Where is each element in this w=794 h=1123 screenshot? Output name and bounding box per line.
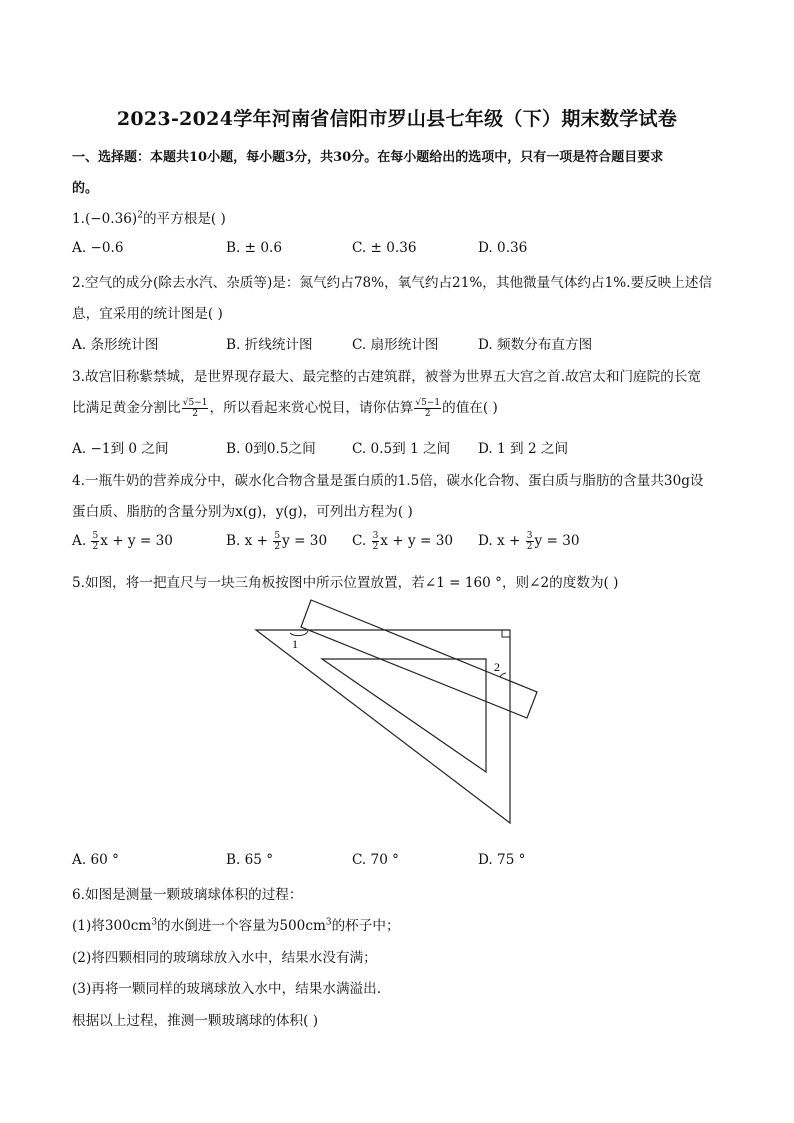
section-heading: 一、选择题：本题共10小题，每小题3分，共30分。在每小题给出的选项中，只有一项是符合题目要求 [72, 150, 664, 165]
question-6-step1 [72, 914, 400, 934]
question-2-line1: 2.空气的成分(除去水汽、杂质等)是：氮气约占78%，氧气约占21%，其他微量气体约占1%.要反映上述信 [72, 275, 713, 291]
q4-option-b[interactable] [226, 531, 327, 552]
q5-option-a[interactable]: A. 60 ° [72, 852, 119, 868]
q4-a-num: 5 [92, 531, 99, 541]
q4-c-den: 2 [372, 542, 379, 552]
q3-option-b[interactable]: B. 0到0.5之间 [226, 441, 316, 457]
q4-b-letter: B. x + [226, 533, 273, 549]
q4-c-letter: C. [352, 533, 371, 549]
question-2-line2: 息，宜采用的统计图是( ) [72, 306, 223, 322]
q1-stem-post: 的平方根是( ) [142, 211, 226, 227]
q4-b-den: 2 [274, 542, 281, 552]
page-title: 2023-2024学年河南省信阳市罗山县七年级（下）期末数学试卷 [116, 108, 678, 130]
q4-d-letter: D. x + [478, 533, 525, 549]
q3-option-d[interactable]: D. 1 到 2 之间 [478, 441, 569, 457]
q4-c-rest: x + y = 30 [380, 533, 454, 549]
q1-stem-pre: 1.(−0.36) [72, 211, 138, 227]
q3-option-c[interactable]: C. 0.5到 1 之间 [352, 441, 451, 457]
question-3-line2 [72, 396, 498, 419]
q2-option-d[interactable]: D. 频数分布直方图 [478, 337, 593, 353]
q2-option-a[interactable]: A. 条形统计图 [72, 337, 159, 353]
q4-option-d[interactable] [478, 531, 580, 552]
q1-option-c[interactable]: C. ± 0.36 [352, 240, 417, 256]
q4-d-fraction [526, 531, 534, 552]
q3-option-a[interactable]: A. −1到 0 之间 [72, 441, 169, 457]
q5-option-c[interactable]: C. 70 ° [352, 852, 399, 868]
question-6-stem: 6.如图是测量一颗玻璃球体积的过程： [72, 887, 303, 903]
q4-b-rest: y = 30 [282, 533, 328, 549]
fraction-numerator: √5−1 [182, 398, 208, 408]
q6-step1-mid: 的水倒进一个容量为500cm [157, 918, 326, 934]
q4-a-den: 2 [92, 542, 99, 552]
q4-c-fraction [372, 531, 380, 552]
right-angle-marker [502, 630, 510, 637]
question-1-stem [72, 207, 226, 227]
q4-a-rest: x + y = 30 [100, 533, 173, 549]
q1-option-d[interactable]: D. 0.36 [478, 240, 528, 256]
q4-option-a[interactable] [72, 531, 173, 552]
golden-ratio-fraction-2 [414, 398, 441, 419]
question-3-line1: 3.故宫旧称紫禁城，是世界现存最大、最完整的古建筑群，被誉为世界五大宫之首.故宫太和门庭院的长宽 [72, 369, 702, 385]
q4-c-num: 3 [372, 531, 379, 541]
q6-step1-sup2: 3 [325, 917, 332, 928]
fraction-denominator-2: 2 [424, 409, 431, 419]
angle-1-label: 1 [292, 637, 298, 651]
fraction-denominator: 2 [192, 409, 198, 419]
q6-step1-pre: (1)将300cm [72, 918, 152, 934]
angle-2-arc [500, 673, 506, 677]
section-heading-cont: 的。 [72, 181, 99, 196]
question-6-step3: (3)再将一颗同样的玻璃球放入水中，结果水满溢出. [72, 981, 382, 997]
question-5-stem: 5.如图，将一把直尺与一块三角板按图中所示位置放置，若∠1 = 160 °，则∠2的度数为( ) [72, 575, 619, 591]
q1-option-b[interactable]: B. ± 0.6 [226, 240, 282, 256]
q3-line2-a: 比满足黄金分割比 [72, 400, 181, 416]
question-6-question: 根据以上过程，推测一颗玻璃球的体积( ) [72, 1013, 319, 1029]
q3-line2-c: 的值在( ) [442, 400, 498, 416]
ruler-triangle-figure [250, 595, 550, 830]
fraction-numerator-2: √5−1 [415, 398, 441, 408]
q1-option-a[interactable]: A. −0.6 [72, 240, 124, 256]
q4-a-letter: A. [72, 533, 91, 549]
golden-ratio-fraction [182, 398, 209, 419]
q4-b-num: 5 [274, 531, 281, 541]
angle-2-label: 2 [494, 660, 500, 674]
question-4-line2: 蛋白质、脂肪的含量分别为x(g)，y(g)，可列出方程为( ) [72, 504, 413, 520]
q2-option-c[interactable]: C. 扇形统计图 [352, 337, 439, 353]
q1-stem-sup: 2 [137, 210, 143, 221]
q4-b-fraction [273, 531, 281, 552]
question-4-line1: 4.一瓶牛奶的营养成分中，碳水化合物含量是蛋白质的1.5倍，碳水化合物、蛋白质与脂肪的含量共30g设 [72, 473, 704, 489]
q4-d-den: 2 [526, 542, 533, 552]
angle-1-arc [290, 631, 308, 636]
q4-d-num: 3 [526, 531, 533, 541]
q4-option-c[interactable] [352, 531, 453, 552]
q6-step1-post: 的杯子中； [331, 918, 400, 934]
q5-option-b[interactable]: B. 65 ° [226, 852, 274, 868]
question-6-step2: (2)将四颗相同的玻璃球放入水中，结果水没有满； [72, 950, 377, 966]
q5-option-d[interactable]: D. 75 ° [478, 852, 526, 868]
q6-step1-sup: 3 [151, 917, 158, 928]
q3-line2-b: ，所以看起来赏心悦目，请你估算 [209, 400, 414, 416]
q2-option-b[interactable]: B. 折线统计图 [226, 337, 313, 353]
q4-a-fraction [91, 531, 99, 552]
q4-d-rest: y = 30 [534, 533, 580, 549]
